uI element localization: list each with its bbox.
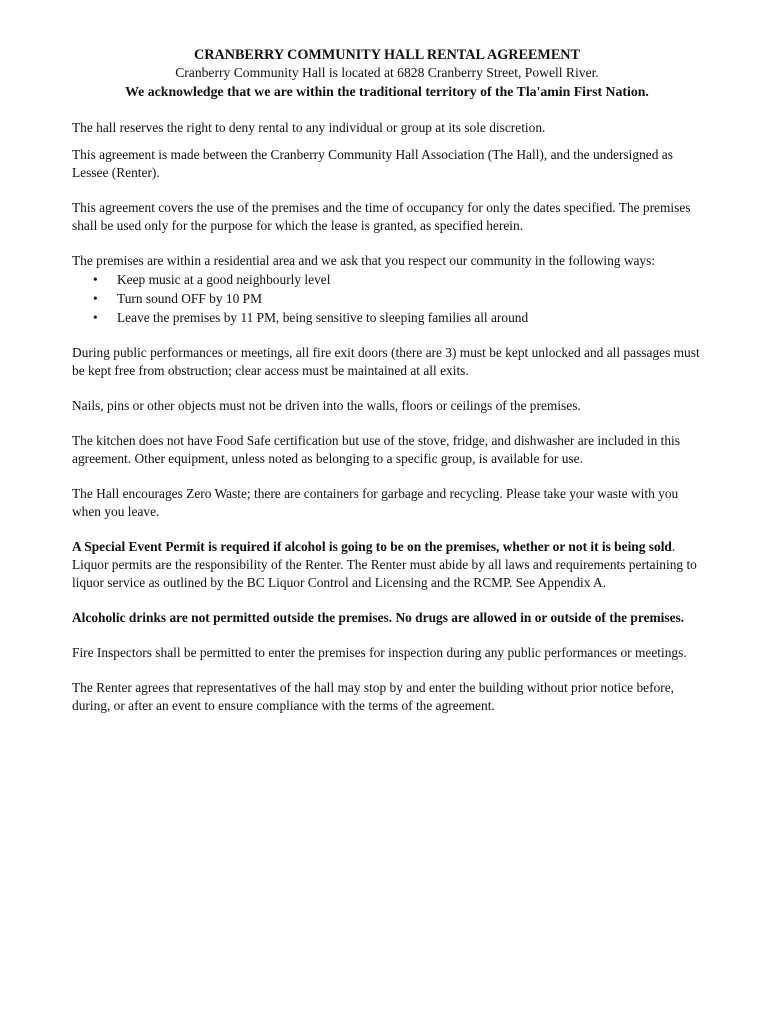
special-event-permit-paragraph [72,538,702,592]
alcohol-drugs-paragraph: Alcoholic drinks are not permitted outside the premises. No drugs are allowed in or outside of the premises. [72,610,685,625]
rule-text: Turn sound OFF by 10 PM [117,291,262,306]
fire-inspectors-paragraph: Fire Inspectors shall be permitted to enter the premises for inspection during any public performances or meetings. [72,645,687,660]
bullet-glyph: • [93,291,98,306]
permit-details: . Liquor permits are the responsibility of the Renter. The Renter must abide by all laws and requirements pertaining to liquor service as outlined by the BC Liquor Control and Licensing and the RCMP. See Appendix A. [72,539,697,590]
list-item [93,308,702,327]
agreement-body [72,46,702,715]
parties-paragraph: This agreement is made between the Cranberry Community Hall Association (The Hall), and the undersigned as Lessee (Renter). [72,147,673,180]
bullet-glyph: • [93,272,98,287]
permit-requirement: A Special Event Permit is required if alcohol is going to be on the premises, whether or not it is being sold [72,539,672,554]
list-item [93,289,702,308]
territory-acknowledgement: We acknowledge that we are within the traditional territory of the Tla'amin First Nation. [125,84,649,99]
list-item [93,270,702,289]
right-to-deny-paragraph: The hall reserves the right to deny rental to any individual or group at its sole discretion. [72,120,546,135]
residential-intro: The premises are within a residential area and we ask that you respect our community in the following ways: [72,253,656,268]
fire-exits-paragraph: During public performances or meetings, all fire exit doors (there are 3) must be kept unlocked and all passages must be kept free from obstruction; clear access must be maintained at all exits. [72,345,700,378]
rule-text: Keep music at a good neighbourly level [117,272,331,287]
rule-text: Leave the premises by 11 PM, being sensitive to sleeping families all around [117,310,529,325]
zero-waste-paragraph: The Hall encourages Zero Waste; there are containers for garbage and recycling. Please take your waste with you when you leave. [72,486,679,519]
residential-rules-list [72,270,702,327]
coverage-paragraph: This agreement covers the use of the premises and the time of occupancy for only the dates specified. The premises shall be used only for the purpose for which the lease is granted, as specified herein. [72,200,691,233]
hall-location: Cranberry Community Hall is located at 6828 Cranberry Street, Powell River. [175,65,599,80]
bullet-glyph: • [93,310,98,325]
document-title: CRANBERRY COMMUNITY HALL RENTAL AGREEMENT [193,47,580,63]
representatives-paragraph: The Renter agrees that representatives of the hall may stop by and enter the building without prior notice before, during, or after an event to ensure compliance with the terms of the agreement. [72,680,675,713]
nails-paragraph: Nails, pins or other objects must not be driven into the walls, floors or ceilings of the premises. [72,398,581,413]
kitchen-paragraph: The kitchen does not have Food Safe certification but use of the stove, fridge, and dishwasher are included in this agreement. Other equipment, unless noted as belonging to a specific group, is available for use. [72,433,680,466]
